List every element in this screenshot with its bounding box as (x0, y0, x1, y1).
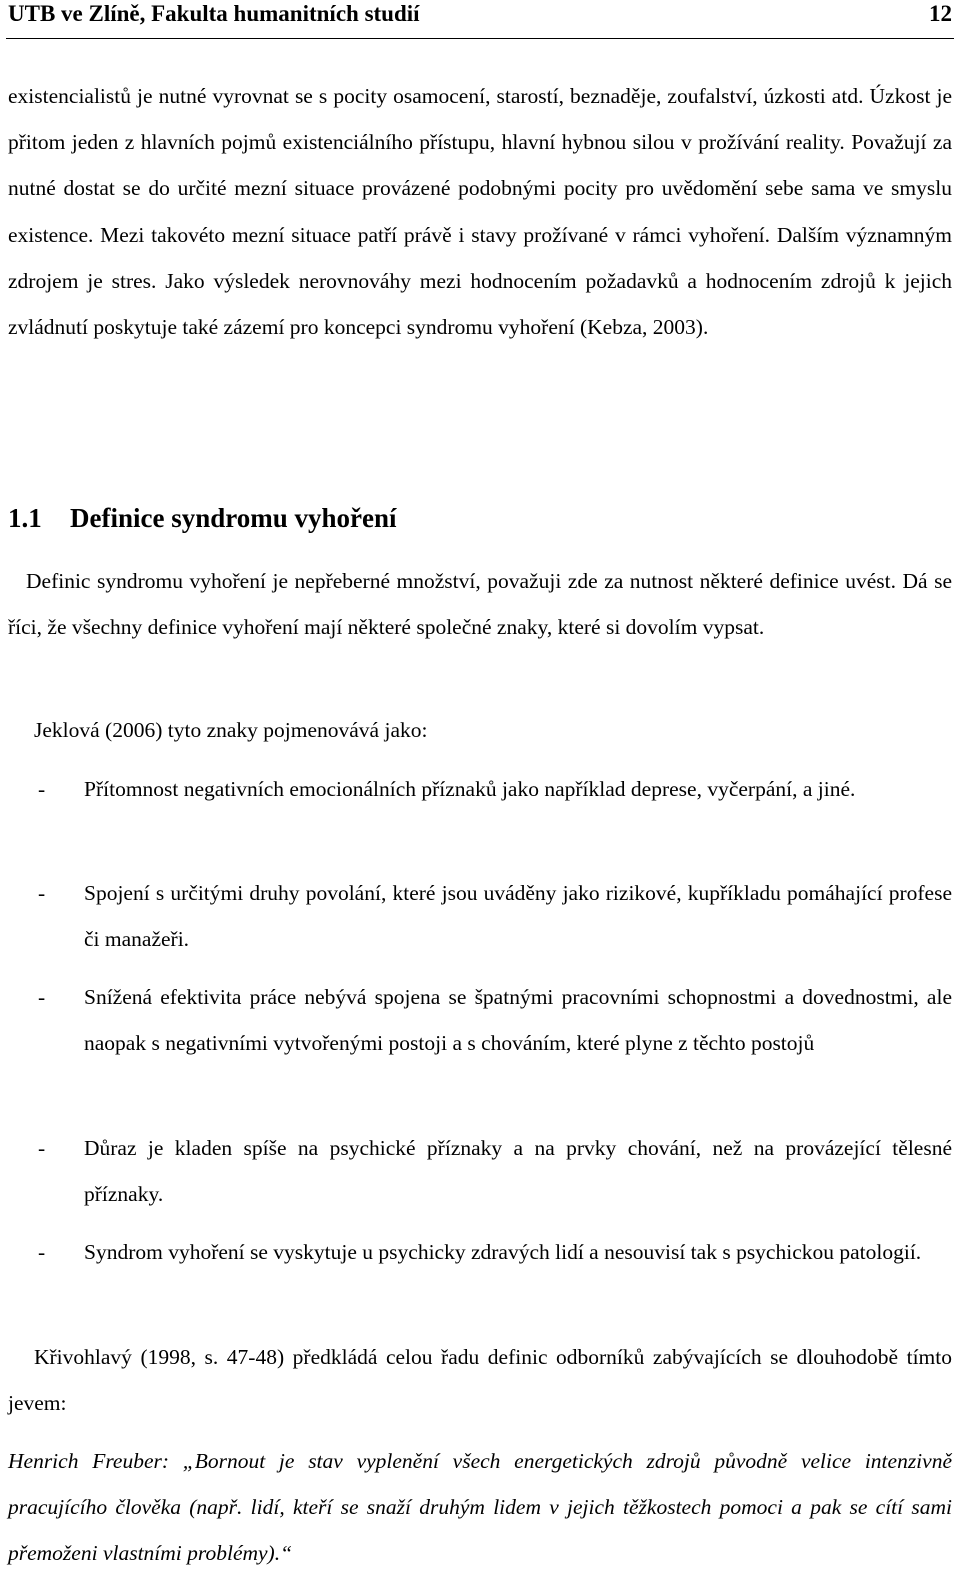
list-item-text: Přítomnost negativních emocionálních příznaků jako například deprese, vyčerpání, a jiné. (84, 777, 856, 801)
list-bullet: - (38, 777, 46, 801)
paragraph-definitions-intro: Definic syndromu vyhoření je nepřeberné množství, považuji zde za nutnost některé definice uvést. Dá se říci, že všechny definice vyhoření mají některé společné znaky, které si dovolím vypsat. (8, 569, 952, 640)
list-item-text: Důraz je kladen spíše na psychické příznaky a na prvky chování, než na provázející tělesné příznaky. (84, 1136, 952, 1207)
list-item-text: Snížená efektivita práce nebývá spojena se špatnými pracovními schopnostmi a dovednostmi, ale naopak s negativními vytvořenými postoji a s chováním, které plyne z těchto postojů (84, 985, 952, 1056)
page-header (6, 0, 954, 39)
list-item-text: Syndrom vyhoření se vyskytuje u psychicky zdravých lidí a nesouvisí tak s psychickou patologií. (84, 1240, 922, 1264)
header-title: UTB ve Zlíně, Fakulta humanitních studií (8, 1, 420, 26)
list-bullet: - (38, 881, 46, 905)
list-bullet: - (38, 985, 46, 1009)
quote-freuber: Henrich Freuber: „Bornout je stav vyplenění všech energetických zdrojů původně velice intenzivně pracujícího člověka (např. lidí, kteří se snaží druhým lidem v jejich těžkostech pomoci a pak se cítí sami přemoženi vlastními problémy).“ (8, 1449, 952, 1566)
paragraph-krivohlavy: Křivohlavý (1998, s. 47-48) předkládá celou řadu definic odborníků zabývajících se dlouhodobě tímto jevem: (8, 1345, 952, 1416)
page-number: 12 (929, 1, 952, 26)
section-heading (8, 500, 952, 536)
list-bullet: - (38, 1136, 46, 1160)
section-title: Definice syndromu vyhoření (70, 503, 397, 533)
paragraph-existentialism: existencialistů je nutné vyrovnat se s pocity osamocení, starostí, beznaděje, zoufalství, úzkosti atd. Úzkost je přitom jeden z hlavních pojmů existenciálního přístupu, hlavní hybnou silou v prožívání reality. Považují za nutné dostat se do určité mezní situace provázené podobnými pocity pro uvědomění sebe sama ve smyslu existence. Mezi takovéto mezní situace patří právě i stavy prožívané v rámci vyhoření. Dalším významným zdrojem je stres. Jako výsledek nerovnováhy mezi hodnocením požadavků a hodnocením zdrojů k jejich zvládnutí poskytuje také zázemí pro koncepci syndromu vyhoření (Kebza, 2003). (8, 84, 952, 340)
list-bullet: - (38, 1240, 46, 1264)
list-item-text: Spojení s určitými druhy povolání, které jsou uváděny jako rizikové, kupříkladu pomáhající profese či manažeři. (84, 881, 952, 952)
paragraph-jeklova: Jeklová (2006) tyto znaky pojmenovává jako: (34, 718, 428, 742)
section-number: 1.1 (8, 503, 42, 533)
